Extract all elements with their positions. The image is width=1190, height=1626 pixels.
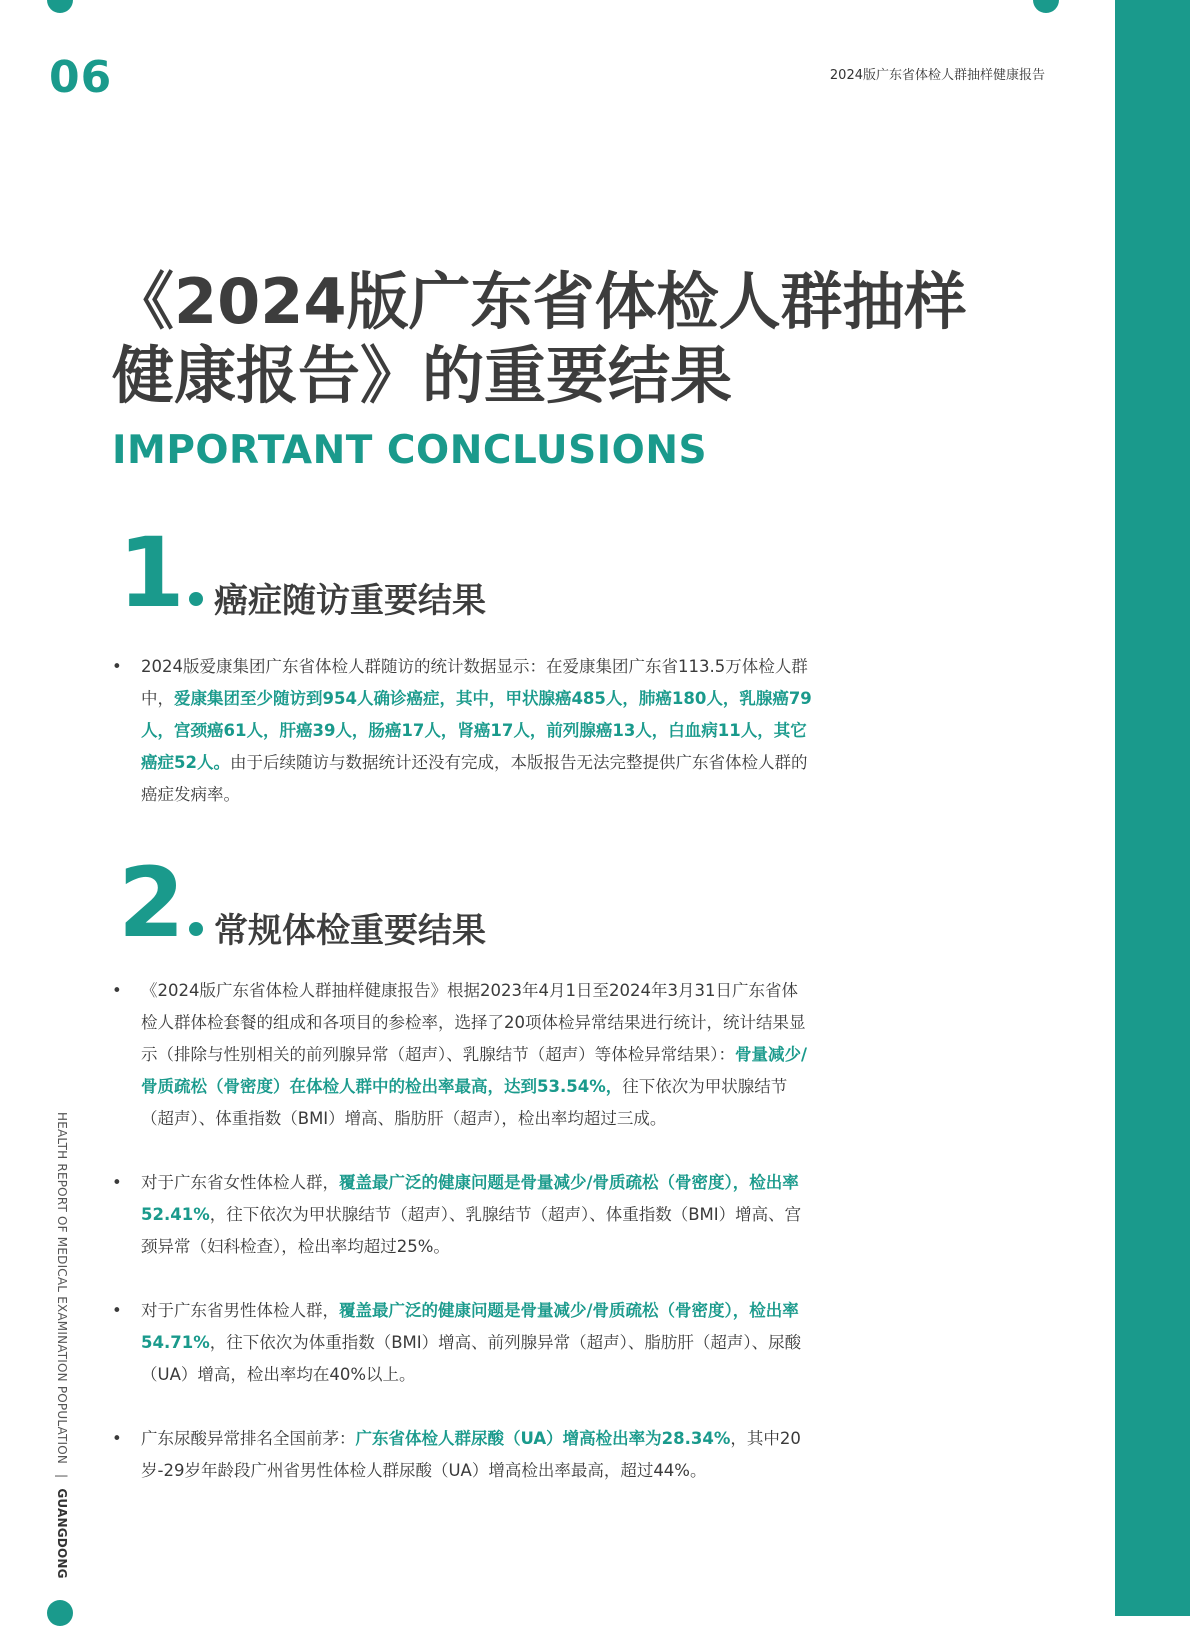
body-text: 往下依次为甲状腺结节（超声）、体重指数（BMI）增高、脂肪肝（超声），检出率均超过三成。 <box>141 1077 788 1128</box>
body-text: 广东尿酸异常排名全国前茅： <box>141 1429 356 1448</box>
body-text: ，往下依次为甲状腺结节（超声）、乳腺结节（超声）、体重指数（BMI）增高、宫颈异常（妇科检查），检出率均超过25%。 <box>141 1205 802 1256</box>
section-2-number-text: 2 <box>118 847 181 959</box>
page-number: 06 <box>49 52 113 103</box>
page-title-line-2: 健康报告》的重要结果 <box>112 339 733 412</box>
page-title-line-1: 《2024版广东省体检人群抽样 <box>112 265 967 338</box>
bullet-item <box>112 1423 812 1487</box>
page-subtitle: IMPORTANT CONCLUSIONS <box>112 428 708 473</box>
section-1-number-text: 1 <box>118 517 181 629</box>
page-title <box>112 265 967 413</box>
bullet-item <box>112 1167 812 1263</box>
section-2-heading: 常规体检重要结果 <box>214 911 486 951</box>
section-1-bullet-list <box>112 651 812 811</box>
vertical-label-region: GUANGDONG <box>55 1488 69 1579</box>
highlighted-text: 骨量减少/骨质疏松（骨密度）在体检人群中的检出率最高，达到53.54%， <box>141 1045 808 1096</box>
highlighted-text: 爱康集团至少随访到954人确诊癌症，其中，甲状腺癌485人，肺癌180人，乳腺癌79人，宫颈癌61人，肝癌39人，肠癌17人，肾癌17人，前列腺癌13人，白血病11人，其它癌症52人。 <box>141 689 812 772</box>
highlighted-text: 覆盖最广泛的健康问题是骨量减少/骨质疏松（骨密度），检出率52.41% <box>141 1173 799 1224</box>
vertical-label-text: HEALTH REPORT OF MEDICAL EXAMINATION POPULATION <box>55 1112 69 1465</box>
section-1-heading: 癌症随访重要结果 <box>214 581 486 621</box>
highlighted-text: 覆盖最广泛的健康问题是骨量减少/骨质疏松（骨密度），检出率54.71% <box>141 1301 799 1352</box>
section-2-number <box>118 847 203 959</box>
right-accent-bar <box>1115 0 1190 1616</box>
body-text: 由于后续随访与数据统计还没有完成，本版报告无法完整提供广东省体检人群的癌症发病率。 <box>141 753 808 804</box>
vertical-label-separator: | <box>55 1474 69 1479</box>
section-2-bullet-list <box>112 975 812 1487</box>
decorative-dot-bottom-left <box>47 1600 73 1626</box>
body-text: 对于广东省女性体检人群， <box>141 1173 339 1192</box>
body-text: 《2024版广东省体检人群抽样健康报告》根据2023年4月1日至2024年3月31日广东省体检人群体检套餐的组成和各项目的参检率，选择了20项体检异常结果进行统计，统计结果显示（排除与性别相关的前列腺异常（超声）、乳腺结节（超声）等体检异常结果）： <box>141 981 806 1064</box>
section-number-dot <box>189 922 203 936</box>
body-text: 2024版爱康集团广东省体检人群随访的统计数据显示：在爱康集团广东省113.5万体检人群中， <box>141 657 808 708</box>
section-number-dot <box>189 592 203 606</box>
bullet-item <box>112 1295 812 1391</box>
body-text: ，其中20岁-29岁年龄段广州省男性体检人群尿酸（UA）增高检出率最高，超过44%。 <box>141 1429 801 1480</box>
section-1-number <box>118 517 203 629</box>
highlighted-text: 广东省体检人群尿酸（UA）增高检出率为28.34% <box>355 1429 731 1448</box>
body-text: 对于广东省男性体检人群， <box>141 1301 339 1320</box>
body-text: ，往下依次为体重指数（BMI）增高、前列腺异常（超声）、脂肪肝（超声）、尿酸（UA）增高，检出率均在40%以上。 <box>141 1333 802 1384</box>
decorative-dot-top-right <box>1033 0 1059 13</box>
vertical-side-label <box>55 1112 69 1579</box>
running-header: 2024版广东省体检人群抽样健康报告 <box>829 68 1045 83</box>
decorative-dot-top-left <box>47 0 73 13</box>
bullet-item <box>112 975 812 1135</box>
bullet-item <box>112 651 812 811</box>
